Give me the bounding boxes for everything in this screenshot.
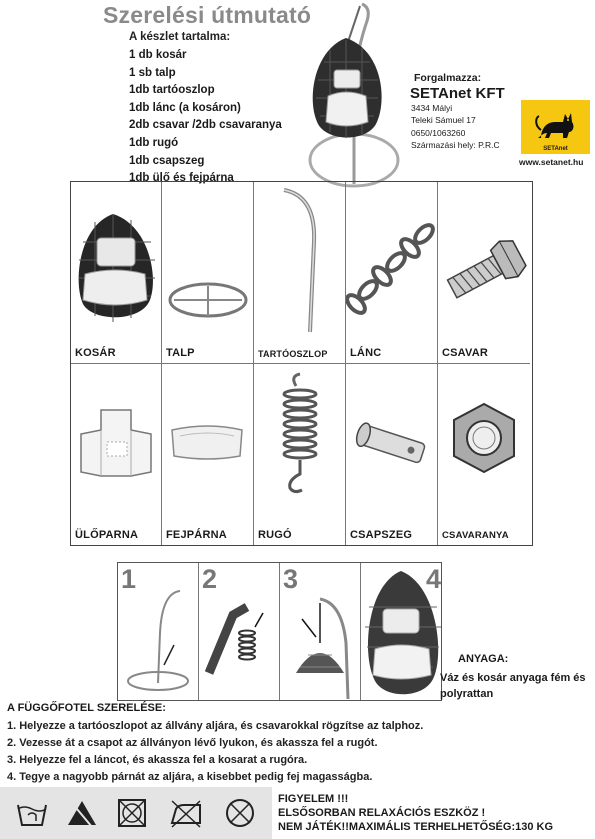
- list-item: 1db rugó: [129, 136, 179, 149]
- list-item: 1db tartóoszlop: [129, 84, 215, 97]
- company-logo: [521, 100, 590, 154]
- no-dry-clean-icon: [222, 795, 258, 831]
- no-tumble-dry-icon: [114, 795, 150, 831]
- part-cell: [438, 364, 530, 545]
- assembly-step: 2. Vezesse át a csapot az állványon lévő lyukon, és akassza fel a rugót.: [7, 737, 378, 749]
- part-cell: [254, 182, 346, 364]
- assembly-steps-panel: [117, 562, 442, 701]
- assembly-heading: A FÜGGŐFOTEL SZERELÉSE:: [7, 702, 166, 714]
- basket-icon: [71, 182, 162, 342]
- warning-notice: [278, 792, 553, 834]
- no-iron-icon: [168, 795, 204, 831]
- part-cell: [162, 182, 254, 364]
- bolt-icon: [438, 182, 530, 342]
- part-label: FEJPÁRNA: [166, 529, 227, 541]
- list-item: 1db lánc (a kosáron): [129, 101, 241, 114]
- seat-cushion-icon: [71, 364, 162, 524]
- nut-icon: [438, 364, 530, 524]
- list-item: 2db csavar /2db csavaranya: [129, 119, 282, 132]
- step-number: 4: [425, 564, 441, 594]
- contents-list: [129, 47, 282, 188]
- warning-line: FIGYELEM !!!: [278, 793, 349, 805]
- part-label: ÜLŐPARNA: [75, 529, 139, 541]
- address-line: Származási hely: P.R.C: [411, 140, 500, 151]
- stand-pole-icon: [254, 182, 346, 342]
- distributor-label: Forgalmazza:: [414, 72, 482, 84]
- logo-text: SETAnet: [543, 146, 568, 152]
- address-line: 3434 Mályi: [411, 103, 453, 113]
- step-panel: [361, 563, 444, 700]
- address-line: Teleki Sámuel 17: [411, 115, 476, 126]
- part-label: RUGÓ: [258, 529, 292, 541]
- head-cushion-icon: [162, 364, 254, 524]
- step-panel: [280, 563, 361, 700]
- part-cell: [71, 182, 162, 364]
- page-title: Szerelési útmutató: [103, 2, 312, 28]
- warning-line: ELSŐSORBAN RELAXÁCIÓS ESZKÖZ !: [278, 807, 486, 819]
- step-number: 3: [283, 564, 299, 594]
- part-cell: [346, 182, 438, 364]
- no-bleach-icon: [64, 795, 100, 831]
- hanging-chair-illustration: [300, 0, 408, 188]
- address-line: 0650/1063260: [411, 127, 466, 138]
- company-name: SETAnet KFT: [410, 85, 505, 102]
- part-cell: [71, 364, 162, 545]
- warning-line: NEM JÁTÉK!!MAXIMÁLIS TERHELHETŐSÉG:130 KG: [278, 821, 554, 833]
- parts-grid: [70, 181, 533, 546]
- part-label: CSAVAR: [442, 347, 489, 359]
- hand-wash-icon: [14, 795, 50, 831]
- list-item: 1 sb talp: [129, 66, 176, 79]
- website-link[interactable]: www.setanet.hu: [519, 157, 584, 167]
- contents-heading: A készlet tartalma:: [129, 31, 231, 43]
- part-label: KOSÁR: [75, 347, 116, 359]
- step-panel: [199, 563, 280, 700]
- assembly-step: 1. Helyezze a tartóoszlopot az állvány aljára, és csavarokkal rögzítse az talphoz.: [7, 720, 424, 732]
- assembly-step: 4. Tegye a nagyobb párnát az aljára, a kisebbet pedig fej magasságba.: [7, 771, 373, 783]
- part-label: LÁNC: [350, 347, 382, 359]
- list-item: 1db csapszeg: [129, 154, 205, 167]
- base-ring-icon: [162, 182, 254, 342]
- step-number: 1: [121, 564, 137, 594]
- list-item: 1db ülő és fejpárna: [129, 172, 234, 185]
- part-cell: [346, 364, 438, 545]
- company-address: [411, 102, 500, 152]
- part-cell: [254, 364, 346, 545]
- chain-icon: [346, 182, 438, 342]
- assembly-steps-list: [7, 718, 423, 786]
- step-number: 2: [202, 564, 218, 594]
- step-panel: [118, 563, 199, 700]
- material-heading: ANYAGA:: [458, 653, 509, 665]
- spring-icon: [254, 364, 346, 524]
- list-item: 1 db kosár: [129, 49, 187, 61]
- part-cell: [438, 182, 530, 364]
- part-label: CSAVARANYA: [442, 530, 509, 541]
- part-label: TALP: [166, 347, 195, 359]
- material-text: Váz és kosár anyaga fém és polyrattan: [440, 672, 586, 700]
- part-label: CSAPSZEG: [350, 529, 413, 541]
- part-label: TARTÓOSZLOP: [258, 349, 328, 359]
- pin-icon: [346, 364, 438, 524]
- part-cell: [162, 364, 254, 545]
- care-symbols: [0, 787, 272, 839]
- assembly-step: 3. Helyezze fel a láncot, és akassza fel a kosarat a rugóra.: [7, 754, 308, 766]
